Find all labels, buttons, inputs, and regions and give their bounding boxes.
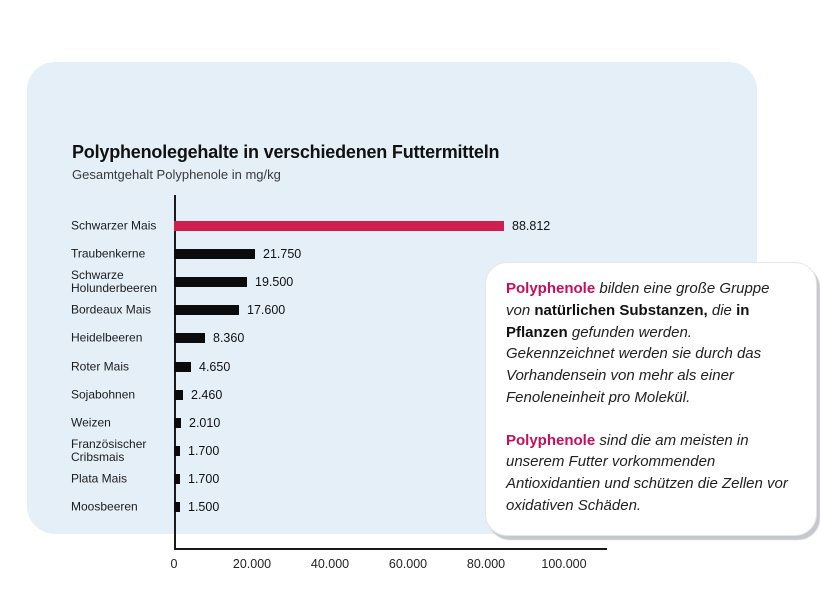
bar xyxy=(174,249,255,259)
category-label: Weizen xyxy=(71,415,111,430)
category-label: Plata Mais xyxy=(71,471,128,486)
info-text-run: bilden eine große Gruppe von xyxy=(506,280,770,319)
value-label: 17.600 xyxy=(247,303,286,318)
info-text-run: gefunden werden. Gekennzeichnet werden sie durch das Vorhandensein von mehr als einer Fenoleneinheit pro Molekül. xyxy=(506,323,762,406)
value-label: 2.460 xyxy=(191,387,223,402)
bar xyxy=(174,333,205,343)
x-axis-line xyxy=(174,548,607,550)
value-label: 21.750 xyxy=(263,247,302,262)
category-label: Heidelbeeren xyxy=(71,330,143,345)
bar xyxy=(174,221,504,231)
chart-subtitle: Gesamtgehalt Polyphenole in mg/kg xyxy=(72,167,281,182)
info-text-run: natürlichen Substanzen, xyxy=(534,301,708,319)
x-tick-label: 80.000 xyxy=(466,557,506,571)
x-tick-label: 60.000 xyxy=(388,557,428,571)
info-text-run: in Pflanzen xyxy=(506,301,750,341)
x-tick-label: 100.000 xyxy=(541,557,587,571)
bar xyxy=(174,418,181,428)
bar xyxy=(174,446,180,456)
info-text-run: Polyphenole xyxy=(506,431,596,449)
info-text-run: sind die am meisten in unserem Futter vorkommenden Antioxidantien und schützen die Zellen vor oxidativen Schäden. xyxy=(506,431,788,514)
bar xyxy=(174,362,191,372)
value-label: 88.812 xyxy=(512,219,551,233)
category-label: Schwarzer Mais xyxy=(71,218,157,233)
category-label: Französischer Cribsmais xyxy=(71,436,147,464)
info-text-run: die xyxy=(707,301,737,319)
x-tick-label: 0 xyxy=(170,557,178,571)
bar xyxy=(174,305,239,315)
bar xyxy=(174,277,247,287)
value-label: 1.700 xyxy=(188,471,220,486)
value-label: 19.500 xyxy=(255,275,294,290)
category-label: Schwarze Holunderbeeren xyxy=(71,268,158,296)
bar xyxy=(174,390,183,400)
info-paragraph xyxy=(506,278,796,409)
chart-title: Polyphenolegehalte in verschiedenen Futtermitteln xyxy=(72,142,500,162)
x-tick-label: 20.000 xyxy=(232,557,272,571)
info-paragraph xyxy=(506,430,796,517)
info-box xyxy=(485,262,817,536)
chart-card xyxy=(27,62,788,571)
value-label: 1.500 xyxy=(188,500,220,514)
bar xyxy=(174,502,180,512)
value-label: 1.700 xyxy=(188,443,220,458)
bar xyxy=(174,474,180,484)
info-text-run: Polyphenole xyxy=(506,280,596,297)
value-label: 2.010 xyxy=(189,415,221,430)
category-label: Roter Mais xyxy=(71,359,130,374)
category-label: Moosbeeren xyxy=(71,499,138,514)
category-label: Sojabohnen xyxy=(71,387,136,402)
category-label: Traubenkerne xyxy=(71,246,146,261)
value-label: 8.360 xyxy=(213,331,245,346)
x-tick-label: 40.000 xyxy=(310,557,350,571)
value-label: 4.650 xyxy=(199,359,231,374)
category-label: Bordeaux Mais xyxy=(71,302,152,317)
info-box-content xyxy=(506,278,796,517)
